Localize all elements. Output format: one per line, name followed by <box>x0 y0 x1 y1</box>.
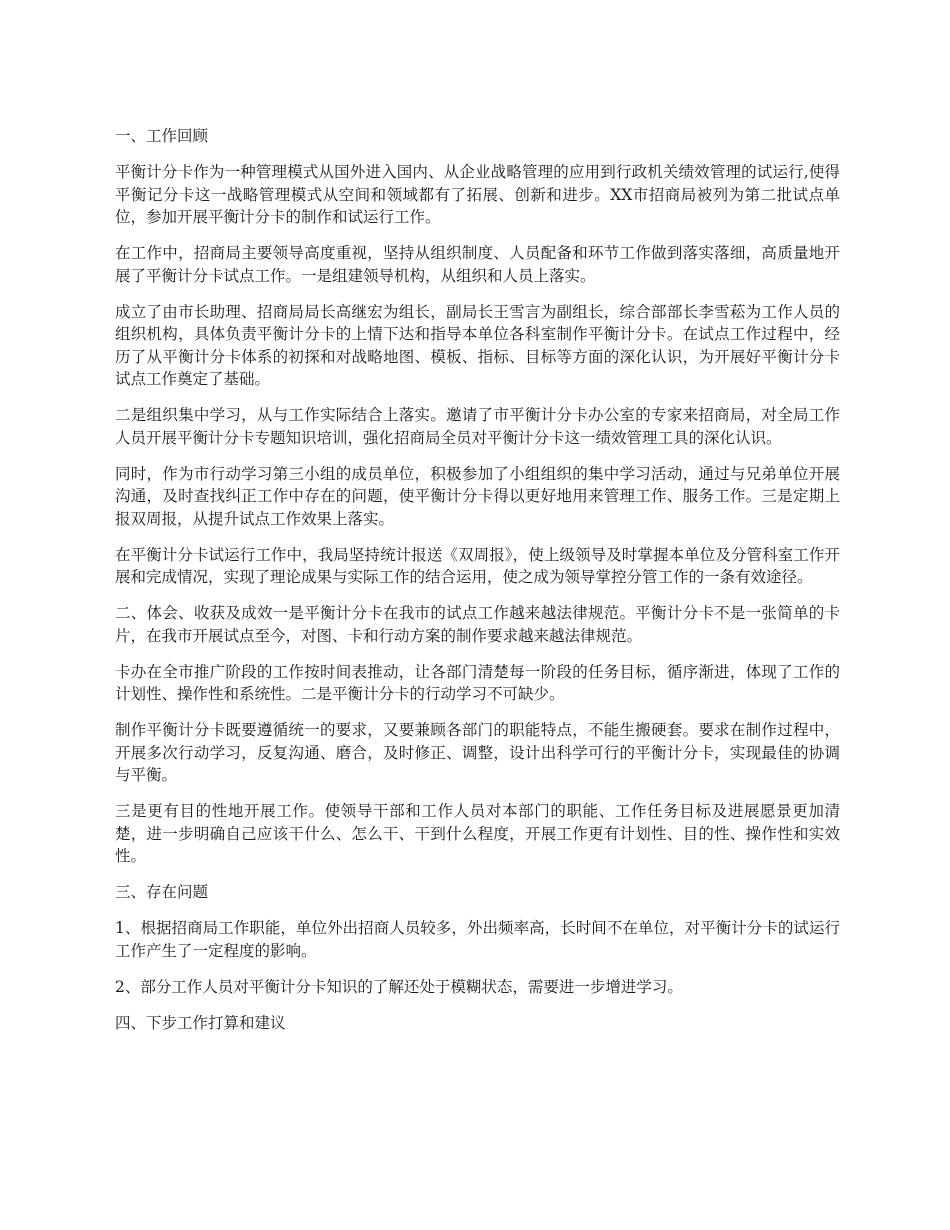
section-heading-review: 一、工作回顾 <box>115 127 209 145</box>
paragraph: 成立了由市长助理、招商局局长高继宏为组长，副局长王雪言为副组长，综合部部长李雪菘为工作人员的组织机构，具体负责平衡计分卡的上情下达和指导本单位各科室制作平衡计分卡。在试点工作过程中，经历了从平衡计分卡体系的初探和对战略地图、模板、指标、目标等方面的深化认识，为开展好平衡计分卡试点工作奠定了基础。 <box>115 302 840 388</box>
paragraph: 三是更有目的性地开展工作。使领导干部和工作人员对本部门的职能、工作任务目标及进展愿景更加清楚，进一步明确自己应该干什么、怎么干、干到什么程度，开展工作更有计划性、目的性、操作性和实效性。 <box>115 802 840 865</box>
paragraph: 平衡计分卡作为一种管理模式从国外进入国内、从企业战略管理的应用到行政机关绩效管理的试运行,使得平衡记分卡这一战略管理模式从空间和领域都有了拓展、创新和进步。XX市招商局被列为第二批试点单位，参加开展平衡计分卡的制作和试运行工作。 <box>115 163 840 226</box>
paragraph: 卡办在全市推广阶段的工作按时间表推动，让各部门清楚每一阶段的任务目标，循序渐进，体现了工作的计划性、操作性和系统性。二是平衡计分卡的行动学习不可缺少。 <box>115 662 840 703</box>
paragraph: 2、部分工作人员对平衡计分卡知识的了解还处于模糊状态，需要进一步增进学习。 <box>115 977 683 996</box>
section-heading-problems: 三、存在问题 <box>115 883 209 901</box>
document-body <box>115 125 840 1048</box>
section-heading-next-steps: 四、下步工作打算和建议 <box>115 1013 286 1032</box>
paragraph: 在工作中，招商局主要领导高度重视，坚持从组织制度、人员配备和环节工作做到落实落细，高质量地开展了平衡计分卡试点工作。一是组建领导机构，从组织和人员上落实。 <box>115 244 840 285</box>
paragraph: 1、根据招商局工作职能，单位外出招商人员较多，外出频率高，长时间不在单位，对平衡计分卡的试运行工作产生了一定程度的影响。 <box>115 919 840 960</box>
paragraph: 二、体会、收获及成效一是平衡计分卡在我市的试点工作越来越法律规范。平衡计分卡不是一张简单的卡片，在我市开展试点至今，对图、卡和行动方案的制作要求越来越法律规范。 <box>115 604 840 645</box>
paragraph: 制作平衡计分卡既要遵循统一的要求，又要兼顾各部门的职能特点，不能生搬硬套。要求在制作过程中，开展多次行动学习，反复沟通、磨合，及时修正、调整，设计出科学可行的平衡计分卡，实现最佳的协调与平衡。 <box>115 721 840 784</box>
paragraph: 同时，作为市行动学习第三小组的成员单位，积极参加了小组组织的集中学习活动，通过与兄弟单位开展沟通，及时查找纠正工作中存在的问题，使平衡计分卡得以更好地用来管理工作、服务工作。三是定期上报双周报，从提升试点工作效果上落实。 <box>115 464 840 528</box>
paragraph: 二是组织集中学习，从与工作实际结合上落实。邀请了市平衡计分卡办公室的专家来招商局，对全局工作人员开展平衡计分卡专题知识培训，强化招商局全员对平衡计分卡这一绩效管理工具的深化认识。 <box>115 406 840 447</box>
paragraph: 在平衡计分卡试运行工作中，我局坚持统计报送《双周报》，使上级领导及时掌握本单位及分管科室工作开展和完成情况，实现了理论成果与实际工作的结合运用，使之成为领导掌控分管工作的一条有效途径。 <box>115 545 840 586</box>
